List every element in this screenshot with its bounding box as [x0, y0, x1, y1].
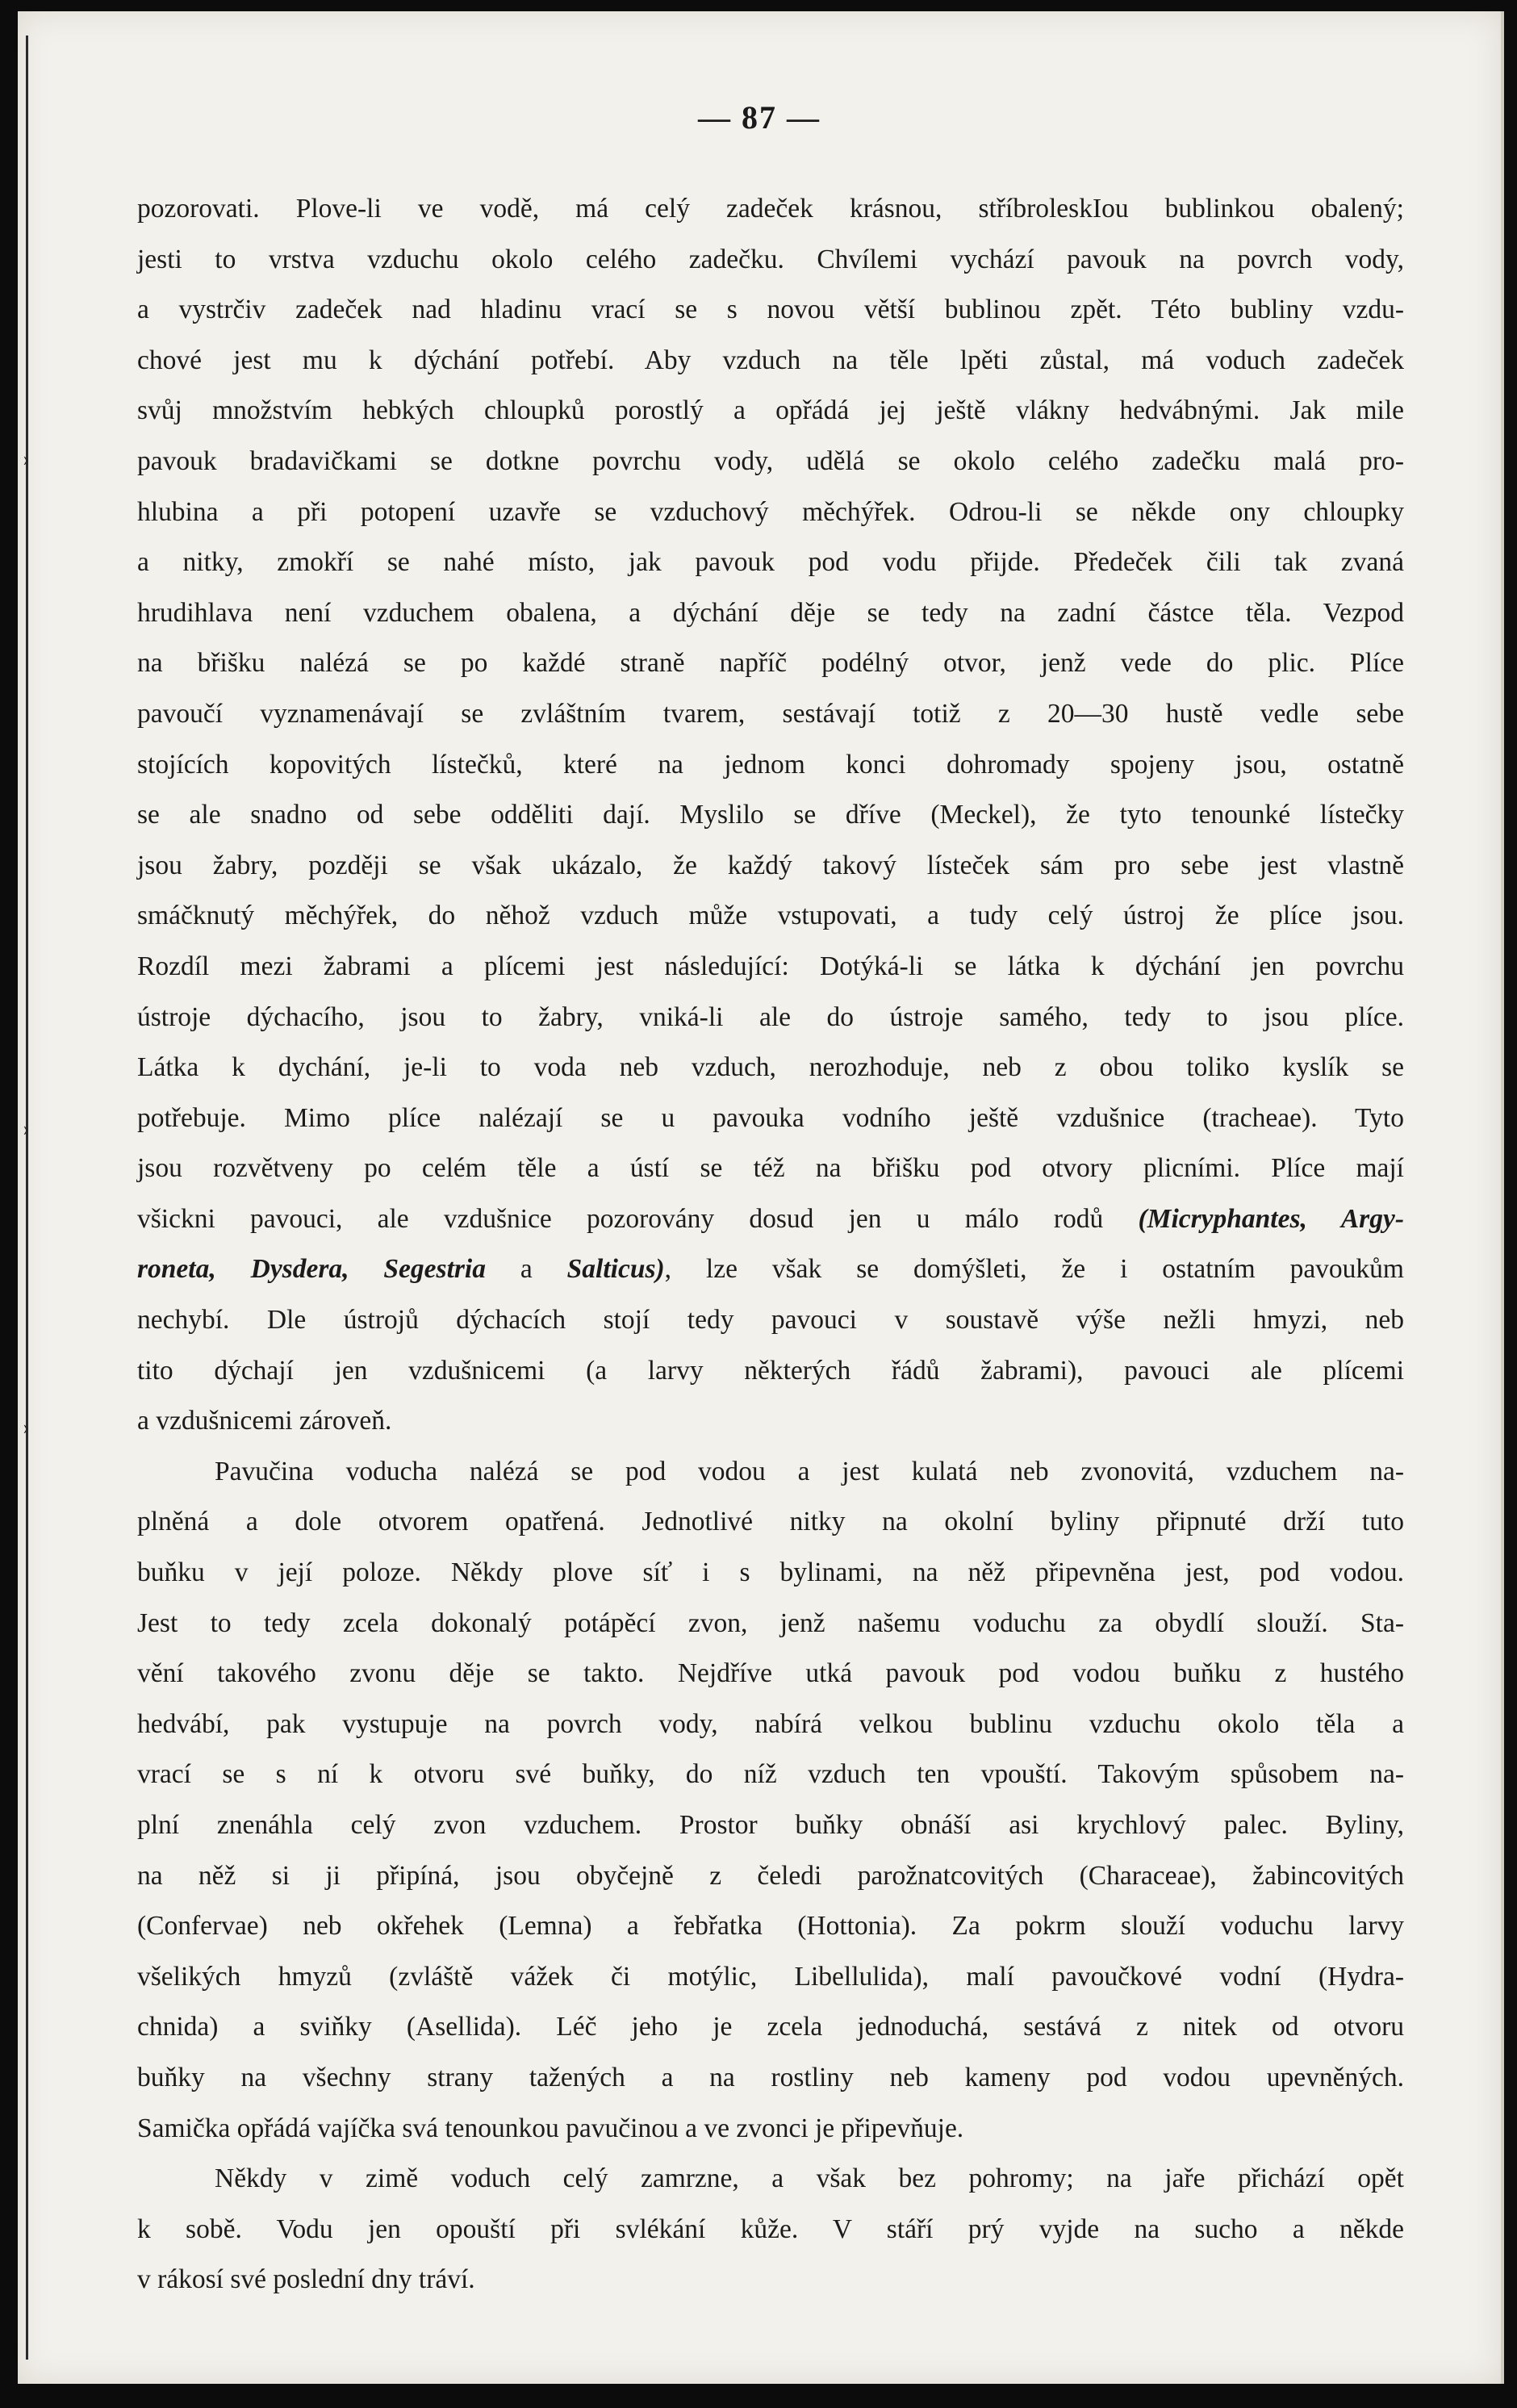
text-segment: a nitky, zmokří se nahé místo, jak pavouk pod vodu přijde. Předeček čili tak zvaná: [137, 547, 1404, 578]
margin-mark: ›: [23, 1117, 30, 1140]
text-segment: pozorovati. Plove-li ve vodě, má celý zadeček krásnou, stříbroleskIou bublinkou obalený;: [137, 194, 1404, 224]
text-segment: a: [520, 1254, 567, 1285]
text-line: [137, 1346, 1404, 1397]
text-segment: a vzdušnicemi zároveň.: [137, 1406, 392, 1436]
genus-names: Salticus): [566, 1254, 665, 1285]
text-line: [137, 2002, 1404, 2053]
text-line: [137, 2104, 1404, 2155]
text-line: [137, 184, 1404, 235]
text-segment: pavoučí vyznamenávají se zvláštním tvarem, sestávají totiž z 20—30 hustě vedle sebe: [137, 698, 1404, 729]
text-line: [137, 740, 1404, 791]
text-line: [137, 1396, 1404, 1447]
text-segment: plní znenáhla celý zvon vzduchem. Prostor buňky obnáší asi krychlový palec. Byliny,: [137, 1810, 1404, 1840]
text-line: [137, 537, 1404, 588]
text-line: [137, 1043, 1404, 1093]
text-segment: vrací se s ní k otvoru své buňky, do níž vzduch ten vpouští. Takovým spůsobem na-: [137, 1759, 1404, 1790]
margin-mark: ›: [23, 1415, 30, 1439]
text-segment: smáčknutý měchýřek, do něhož vzduch může vstupovati, a tudy celý ústroj že plíce jsou.: [137, 901, 1404, 931]
text-line: [137, 2205, 1404, 2255]
text-line: [137, 386, 1404, 437]
text-segment: (Confervae) neb okřehek (Lemna) a řebřatka (Hottonia). Za pokrm slouží voduchu larvy: [137, 1911, 1404, 1942]
text-segment: svůj množstvím hebkých chloupků porostlý a opřádá jej ještě vlákny hedvábnými. Jak mile: [137, 395, 1404, 426]
text-line: [137, 891, 1404, 942]
text-segment: Látka k dychání, je-li to voda neb vzduch, nerozhoduje, neb z obou toliko kyslík se: [137, 1052, 1404, 1083]
text-segment: Samička opřádá vajíčka svá tenounkou pavučinou a ve zvonci je připevňuje.: [137, 2113, 964, 2143]
text-segment: Někdy v zimě voduch celý zamrzne, a však bez pohromy; na jaře přichází opět: [215, 2163, 1404, 2194]
text-line: [137, 2255, 1404, 2306]
text-segment: plněná a dole otvorem opatřená. Jednotlivé nitky na okolní byliny připnuté drží tuto: [137, 1507, 1404, 1537]
text-line: [137, 1800, 1404, 1851]
text-segment: pavouk bradavičkami se dotkne povrchu vody, udělá se okolo celého zadečku malá pro-: [137, 445, 1404, 476]
text-segment: na něž si ji připíná, jsou obyčejně z čeledi parožnatcovitých (Characeae), žabincovitých: [137, 1860, 1404, 1891]
text-line: [137, 487, 1404, 538]
text-segment: potřebuje. Mimo plíce nalézají se u pavouka vodního ještě vzdušnice (tracheae). Tyto: [137, 1102, 1404, 1133]
text-segment: na břišku nalézá se po každé straně napříč podélný otvor, jenž vede do plic. Plíce: [137, 648, 1404, 679]
text-line: [137, 638, 1404, 689]
text-line: [137, 841, 1404, 892]
text-segment: buňku v její poloze. Někdy plove síť i s bylinami, na něž připevněna jest, pod vodou.: [137, 1557, 1404, 1588]
text-segment: hrudihlava není vzduchem obalena, a dýchání děje se tedy na zadní částce těla. Vezpod: [137, 597, 1404, 628]
text-segment: chové jest mu k dýchání potřebí. Aby vzduch na těle lpěti zůstal, má voduch zadeček: [137, 345, 1404, 375]
text-line: [137, 285, 1404, 336]
margin-mark: ›: [23, 447, 30, 470]
text-line: [137, 1093, 1404, 1144]
text-line: [137, 2053, 1404, 2104]
text-segment: vění takového zvonu děje se takto. Nejdříve utká pavouk pod vodou buňku z hustého: [137, 1658, 1404, 1689]
text-line: [137, 1649, 1404, 1699]
text-line: [137, 437, 1404, 487]
text-segment: chnida) a sviňky (Asellida). Léč jeho je zcela jednoduchá, sestává z nitek od otvoru: [137, 2012, 1404, 2042]
body-text: [137, 184, 1404, 2306]
text-line: [137, 1143, 1404, 1194]
text-segment: a vystrčiv zadeček nad hladinu vrací se s novou větší bublinou zpět. Této bubliny vzdu-: [137, 295, 1404, 325]
text-segment: stojících kopovitých lístečků, které na jednom konci dohromady spojeny jsou, ostatně: [137, 749, 1404, 780]
text-line: [137, 1750, 1404, 1800]
text-segment: tito dýchají jen vzdušnicemi (a larvy některých řádů žabrami), pavouci ale plícemi: [137, 1355, 1404, 1386]
text-segment: ústroje dýchacího, jsou to žabry, vniká-li ale do ústroje samého, tedy to jsou plíce.: [137, 1001, 1404, 1032]
text-line: [137, 1244, 1404, 1295]
text-segment: Pavučina voducha nalézá se pod vodou a jest kulatá neb zvonovitá, vzduchem na-: [215, 1456, 1404, 1486]
binding-edge: [26, 36, 28, 2360]
text-segment: v rákosí své poslední dny tráví.: [137, 2264, 475, 2295]
text-segment: jsou rozvětveny po celém těle a ústí se též na břišku pod otvory plicními. Plíce mají: [137, 1153, 1404, 1184]
genus-names: (Micryphantes, Argy-: [1138, 1203, 1404, 1234]
text-line: [137, 1901, 1404, 1952]
text-segment: Jest to tedy zcela dokonalý potápěcí zvon, jenž našemu voduchu za obydlí slouží. Sta-: [137, 1607, 1404, 1638]
text-line: [137, 1295, 1404, 1346]
text-line: [137, 588, 1404, 639]
text-line: [137, 2154, 1404, 2205]
text-segment: , lze však se domýšleti, že i ostatním pavoukům: [664, 1254, 1404, 1285]
text-segment: všickni pavouci, ale vzdušnice pozorovány dosud jen u málo rodů: [137, 1203, 1139, 1234]
genus-names: roneta, Dysdera, Segestria: [137, 1254, 520, 1285]
text-line: [137, 235, 1404, 286]
text-line: [137, 1851, 1404, 1902]
text-line: [137, 790, 1404, 841]
text-segment: nechybí. Dle ústrojů dýchacích stojí tedy pavouci v soustavě výše nežli hmyzi, neb: [137, 1305, 1404, 1336]
text-segment: se ale snadno od sebe odděliti dají. Myslilo se dříve (Meckel), že tyto tenounké lístečky: [137, 800, 1404, 830]
text-line: [137, 689, 1404, 740]
text-segment: k sobě. Vodu jen opouští při svlékání kůže. V stáří prý vyjde na sucho a někde: [137, 2214, 1404, 2244]
text-line: [137, 1699, 1404, 1750]
text-segment: jesti to vrstva vzduchu okolo celého zadečku. Chvílemi vychází pavouk na povrch vody,: [137, 244, 1404, 274]
text-line: [137, 993, 1404, 1043]
text-line: [137, 336, 1404, 387]
text-segment: jsou žabry, později se však ukázalo, že každý takový lísteček sám pro sebe jest vlastně: [137, 850, 1404, 880]
page-number: — 87 —: [698, 99, 821, 136]
text-line: [137, 1952, 1404, 2003]
text-line: [137, 942, 1404, 993]
text-segment: Rozdíl mezi žabrami a plícemi jest následující: Dotýká-li se látka k dýchání jen povrchu: [137, 951, 1404, 981]
text-line: [137, 1497, 1404, 1548]
book-page: [18, 11, 1504, 2384]
text-line: [137, 1194, 1404, 1245]
text-line: [137, 1599, 1404, 1649]
text-segment: buňky na všechny strany tažených a na rostliny neb kameny pod vodou upevněných.: [137, 2062, 1404, 2092]
text-segment: hedvábí, pak vystupuje na povrch vody, nabírá velkou bublinu vzduchu okolo těla a: [137, 1708, 1404, 1739]
text-segment: hlubina a při potopení uzavře se vzduchový měchýřek. Odrou-li se někde ony chloupky: [137, 496, 1404, 527]
text-segment: všelikých hmyzů (zvláště vážek či motýlic, Libellulida), malí pavoučkové vodní (Hydra-: [137, 1961, 1404, 1992]
text-line: [137, 1447, 1404, 1498]
text-line: [137, 1548, 1404, 1599]
